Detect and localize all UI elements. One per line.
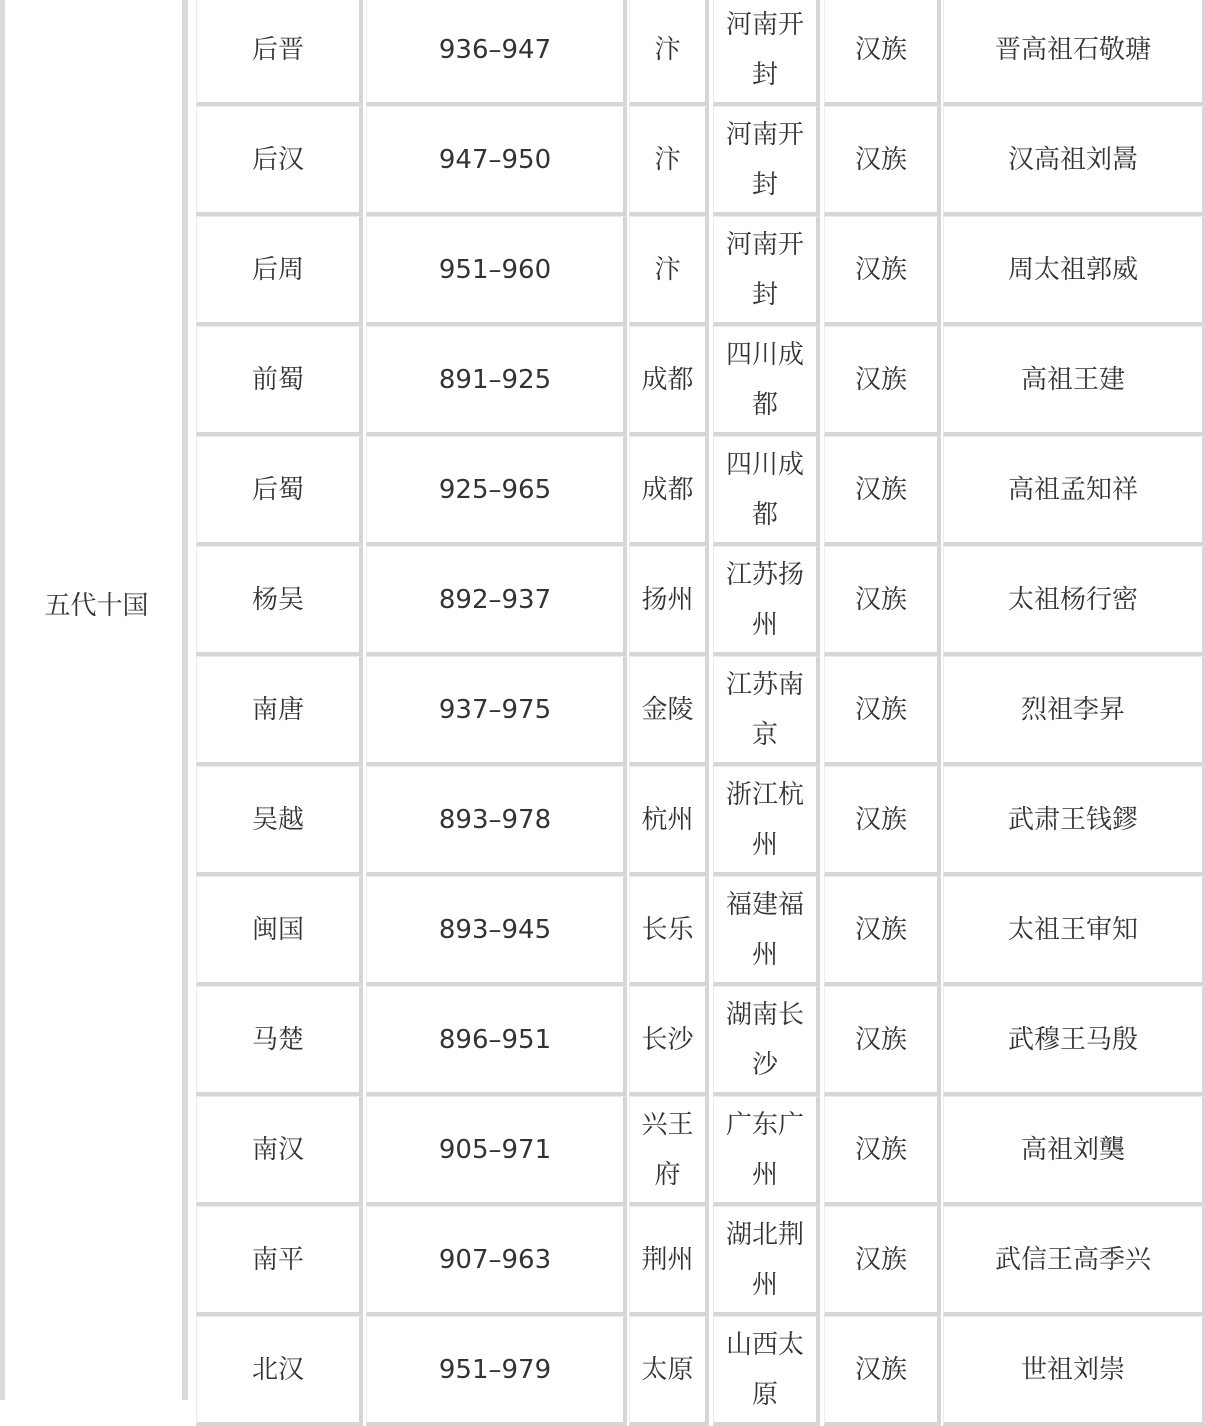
capital-text: 金陵 [641, 694, 694, 725]
founder-cell [943, 1206, 1206, 1316]
ethnicity-text: 汉族 [854, 1024, 907, 1055]
capital-text: 兴王府 [641, 1109, 694, 1190]
state-name-text: 后周 [251, 254, 304, 285]
capital-cell [629, 216, 709, 326]
state-name-cell [196, 1206, 363, 1316]
years-text: 936–947 [438, 34, 552, 65]
location-cell [713, 546, 820, 656]
founder-text: 高祖孟知祥 [1007, 474, 1138, 505]
ethnicity-cell [824, 766, 941, 876]
years-cell [366, 0, 627, 106]
years-cell [366, 436, 627, 546]
ethnicity-cell [824, 106, 941, 216]
founder-cell [943, 0, 1206, 106]
years-text: 925–965 [438, 474, 552, 505]
state-name-text: 后汉 [251, 144, 304, 175]
founder-cell [943, 436, 1206, 546]
capital-text: 长乐 [641, 914, 694, 945]
capital-text: 成都 [641, 364, 694, 395]
founder-text: 高祖王建 [1020, 364, 1125, 395]
state-name-cell [196, 876, 363, 986]
ethnicity-text: 汉族 [854, 804, 907, 835]
founder-text: 高祖刘龑 [1020, 1134, 1125, 1165]
ethnicity-text: 汉族 [854, 364, 907, 395]
capital-cell [629, 326, 709, 436]
state-name-text: 南唐 [251, 694, 304, 725]
location-text: 江苏南京 [725, 669, 804, 750]
capital-text: 扬州 [641, 584, 694, 615]
founder-cell [943, 106, 1206, 216]
founder-cell [943, 876, 1206, 986]
years-cell [366, 216, 627, 326]
capital-text: 荆州 [641, 1244, 694, 1275]
location-cell [713, 106, 820, 216]
founder-cell [943, 216, 1206, 326]
state-name-cell [196, 0, 363, 106]
location-cell [713, 1096, 820, 1206]
location-cell [713, 436, 820, 546]
era-cell [5, 0, 188, 1400]
location-text: 河南开封 [725, 119, 804, 200]
ethnicity-cell [824, 546, 941, 656]
location-cell [713, 216, 820, 326]
ethnicity-text: 汉族 [854, 474, 907, 505]
ethnicity-text: 汉族 [854, 914, 907, 945]
location-cell [713, 326, 820, 436]
capital-text: 杭州 [641, 804, 694, 835]
ethnicity-cell [824, 326, 941, 436]
capital-cell [629, 656, 709, 766]
years-cell [366, 1316, 627, 1426]
capital-text: 汴 [654, 144, 681, 175]
location-text: 湖北荆州 [725, 1219, 804, 1300]
location-cell [713, 986, 820, 1096]
founder-text: 世祖刘崇 [1020, 1354, 1125, 1385]
location-text: 河南开封 [725, 9, 804, 90]
founder-text: 晋高祖石敬瑭 [994, 34, 1151, 65]
location-text: 江苏扬州 [725, 559, 804, 640]
capital-cell [629, 1206, 709, 1316]
ethnicity-text: 汉族 [854, 254, 907, 285]
ethnicity-text: 汉族 [854, 1244, 907, 1275]
capital-cell [629, 876, 709, 986]
years-text: 947–950 [438, 144, 552, 175]
years-text: 937–975 [438, 694, 552, 725]
years-cell [366, 986, 627, 1096]
location-text: 四川成都 [725, 449, 804, 530]
founder-text: 汉高祖刘暠 [1007, 144, 1138, 175]
years-text: 892–937 [438, 584, 552, 615]
founder-cell [943, 326, 1206, 436]
years-text: 951–979 [438, 1354, 552, 1385]
ethnicity-cell [824, 656, 941, 766]
state-name-text: 杨吴 [251, 584, 304, 615]
years-cell [366, 876, 627, 986]
location-cell [713, 656, 820, 766]
years-text: 905–971 [438, 1134, 552, 1165]
ethnicity-cell [824, 1316, 941, 1426]
capital-cell [629, 1316, 709, 1426]
location-cell [713, 0, 820, 106]
founder-cell [943, 1096, 1206, 1206]
state-name-cell [196, 106, 363, 216]
ethnicity-text: 汉族 [854, 1134, 907, 1165]
founder-cell [943, 546, 1206, 656]
state-name-text: 吴越 [251, 804, 304, 835]
state-name-cell [196, 436, 363, 546]
years-cell [366, 546, 627, 656]
years-cell [366, 1096, 627, 1206]
founder-cell [943, 986, 1206, 1096]
ethnicity-text: 汉族 [854, 144, 907, 175]
state-name-cell [196, 766, 363, 876]
era-label: 五代十国 [44, 591, 149, 621]
state-name-cell [196, 1096, 363, 1206]
years-cell [366, 656, 627, 766]
years-cell [366, 766, 627, 876]
location-cell [713, 876, 820, 986]
state-name-text: 南平 [251, 1244, 304, 1275]
state-name-text: 后晋 [251, 34, 304, 65]
location-text: 福建福州 [725, 889, 804, 970]
years-cell [366, 1206, 627, 1316]
capital-text: 成都 [641, 474, 694, 505]
years-text: 893–978 [438, 804, 552, 835]
founder-text: 武信王高季兴 [994, 1244, 1151, 1275]
state-name-text: 北汉 [251, 1354, 304, 1385]
founder-text: 太祖杨行密 [1007, 584, 1138, 615]
state-name-cell [196, 216, 363, 326]
founder-text: 周太祖郭威 [1007, 254, 1138, 285]
founder-text: 烈祖李昇 [1020, 694, 1125, 725]
ethnicity-cell [824, 0, 941, 106]
capital-cell [629, 0, 709, 106]
years-text: 907–963 [438, 1244, 552, 1275]
capital-cell [629, 986, 709, 1096]
years-text: 891–925 [438, 364, 552, 395]
ethnicity-text: 汉族 [854, 34, 907, 65]
state-name-cell [196, 1316, 363, 1426]
state-name-cell [196, 986, 363, 1096]
ethnicity-cell [824, 216, 941, 326]
capital-cell [629, 1096, 709, 1206]
founder-cell [943, 766, 1206, 876]
location-text: 浙江杭州 [725, 779, 804, 860]
location-cell [713, 1316, 820, 1426]
ethnicity-cell [824, 1096, 941, 1206]
state-name-text: 南汉 [251, 1134, 304, 1165]
ethnicity-cell [824, 436, 941, 546]
state-name-cell [196, 326, 363, 436]
location-text: 山西太原 [725, 1329, 804, 1410]
founder-text: 武肃王钱鏐 [1007, 804, 1138, 835]
state-name-text: 马楚 [251, 1024, 304, 1055]
founder-cell [943, 1316, 1206, 1426]
capital-cell [629, 106, 709, 216]
state-name-cell [196, 546, 363, 656]
capital-cell [629, 546, 709, 656]
state-name-text: 闽国 [251, 914, 304, 945]
years-text: 951–960 [438, 254, 552, 285]
capital-cell [629, 766, 709, 876]
years-text: 893–945 [438, 914, 552, 945]
ethnicity-cell [824, 876, 941, 986]
capital-text: 汴 [654, 34, 681, 65]
ethnicity-text: 汉族 [854, 1354, 907, 1385]
location-text: 四川成都 [725, 339, 804, 420]
ethnicity-text: 汉族 [854, 584, 907, 615]
years-cell [366, 326, 627, 436]
founder-text: 太祖王审知 [1007, 914, 1138, 945]
years-cell [366, 106, 627, 216]
capital-text: 太原 [641, 1354, 694, 1385]
state-name-cell [196, 656, 363, 766]
ethnicity-text: 汉族 [854, 694, 907, 725]
ethnicity-cell [824, 1206, 941, 1316]
capital-cell [629, 436, 709, 546]
location-cell [713, 766, 820, 876]
state-name-text: 后蜀 [251, 474, 304, 505]
ethnicity-cell [824, 986, 941, 1096]
location-cell [713, 1206, 820, 1316]
years-text: 896–951 [438, 1024, 552, 1055]
founder-text: 武穆王马殷 [1007, 1024, 1138, 1055]
location-text: 湖南长沙 [725, 999, 804, 1080]
state-name-text: 前蜀 [251, 364, 304, 395]
capital-text: 汴 [654, 254, 681, 285]
capital-text: 长沙 [641, 1024, 694, 1055]
founder-cell [943, 656, 1206, 766]
location-text: 广东广州 [725, 1109, 804, 1190]
location-text: 河南开封 [725, 229, 804, 310]
